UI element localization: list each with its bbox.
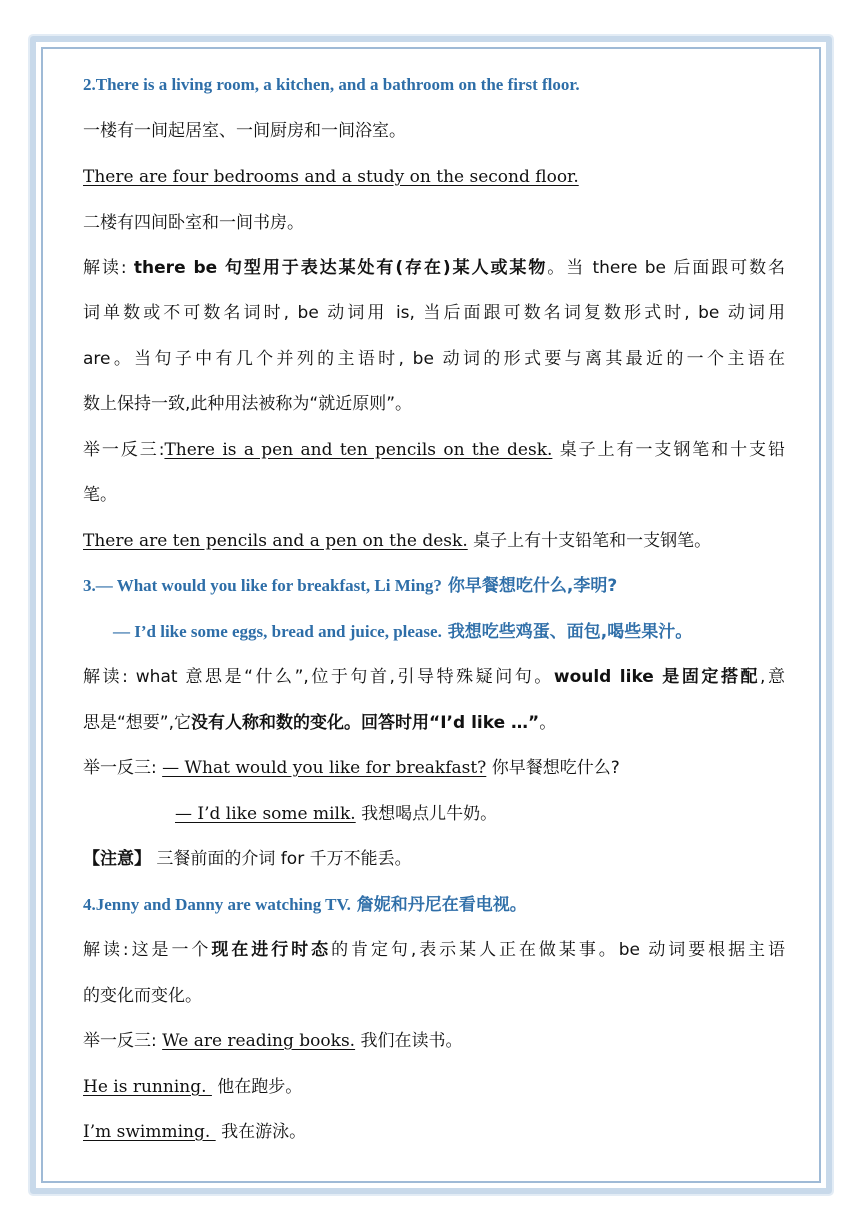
practice-4-line-2 [83,1074,302,1100]
heading-item-3-cn: 你早餐想吃什么,李明? [441,576,618,596]
explanation-label: 解读: [83,258,134,278]
explanation-text: 。 [539,713,557,733]
practice-sentence-en: — What would you like for breakfast? [162,758,487,778]
practice-sentence-en: There are ten pencils and a pen on the desk. [83,531,468,551]
heading-item-4 [83,892,527,918]
practice-4-line-3 [83,1119,306,1145]
practice-sentence-en: We are reading books. [162,1031,356,1051]
note-line [83,846,412,872]
heading-item-4-cn: 詹妮和丹尼在看电视。 [350,895,527,915]
practice-label: 举一反三: [83,440,165,460]
practice-sentence-cn: 我们在读书。 [355,1031,463,1051]
practice-sentence-cn: 他在跑步。 [211,1077,303,1097]
explanation-key-point: 现在进行时态 [211,940,332,960]
practice-4-line-1 [83,1028,462,1054]
explanation-text: 解读:这是一个 [83,940,212,960]
heading-item-3-reply [113,619,692,645]
explanation-label: 解读: [83,667,136,687]
practice-line-1-cont: 笔。 [83,485,117,505]
heading-item-3-reply-cn: 我想吃些鸡蛋、面包,喝些果汁。 [441,622,693,642]
example-translation: 二楼有四间卧室和一间书房。 [83,213,304,233]
note-text: 三餐前面的介词 for 千万不能丢。 [151,849,412,869]
practice-sentence-en: He is running. [83,1077,212,1097]
explanation-key-point: would like 是固定搭配 [553,667,761,687]
practice-sentence-cn: 你早餐想吃什么? [486,758,620,778]
explanation-line-3: are。当句子中有几个并列的主语时, be 动词的形式要与离其最近的一个主语在 [83,349,785,369]
example-sentence [83,164,579,190]
explanation-text: ,意 [760,667,785,687]
explanation-key-point: there be 句型用于表达某处有(存在)某人或某物 [133,258,548,278]
explanation-text: what 意思是“什么”,位于句首,引导特殊疑问句。 [135,667,554,687]
practice-label: 举一反三: [83,758,163,778]
explanation-3-line-2 [83,710,556,736]
heading-item-3 [83,573,617,599]
explanation-text: 的肯定句,表示某人正在做某事。be 动词要根据主语 [331,940,786,960]
explanation-line-2: 词单数或不可数名词时, be 动词用 is, 当后面跟可数名词复数形式时, be 动词用 [83,303,785,323]
heading-item-4-en: 4.Jenny and Danny are watching TV. [83,895,351,914]
practice-label: 举一反三: [83,1031,163,1051]
heading-item-2: 2.There is a living room, a kitchen, and a bathroom on the first floor. [83,75,580,94]
practice-line-2 [83,528,711,554]
practice-sentence-cn: 桌子上有十支铅笔和一支钢笔。 [467,531,712,551]
note-label: 【注意】 [83,849,151,869]
example-sentence-en: There are four bedrooms and a study on the second floor. [83,167,579,187]
explanation-4-line-2: 的变化而变化。 [83,986,202,1006]
practice-sentence-en: I’m swimming. [83,1122,216,1142]
explanation-line-1 [83,255,785,281]
practice-sentence-cn: 桌子上有一支钢笔和十支铅 [552,440,785,460]
explanation-line-4: 数上保持一致,此种用法被称为“就近原则”。 [83,394,413,414]
practice-sentence-cn: 我想喝点儿牛奶。 [355,804,498,824]
practice-sentence-en: — I’d like some milk. [175,804,356,824]
practice-3-line-2 [175,801,497,827]
explanation-text: 。当 there be 后面跟可数名 [547,258,785,278]
explanation-4-line-1 [83,937,785,963]
heading-item-3-en: 3.— What would you like for breakfast, Li Ming? [83,576,442,595]
heading-item-3-reply-en: — I’d like some eggs, bread and juice, please. [113,622,442,641]
explanation-3-line-1 [83,664,785,690]
practice-3-line-1 [83,755,620,781]
practice-sentence-en: There is a pen and ten pencils on the desk. [164,440,553,460]
heading-item-2-translation: 一楼有一间起居室、一间厨房和一间浴室。 [83,121,406,141]
explanation-text: 思是“想要”,它 [83,713,192,733]
practice-line-1 [83,437,785,463]
explanation-key-point: 没有人称和数的变化。回答时用“I’d like …” [191,713,540,733]
practice-sentence-cn: 我在游泳。 [215,1122,307,1142]
